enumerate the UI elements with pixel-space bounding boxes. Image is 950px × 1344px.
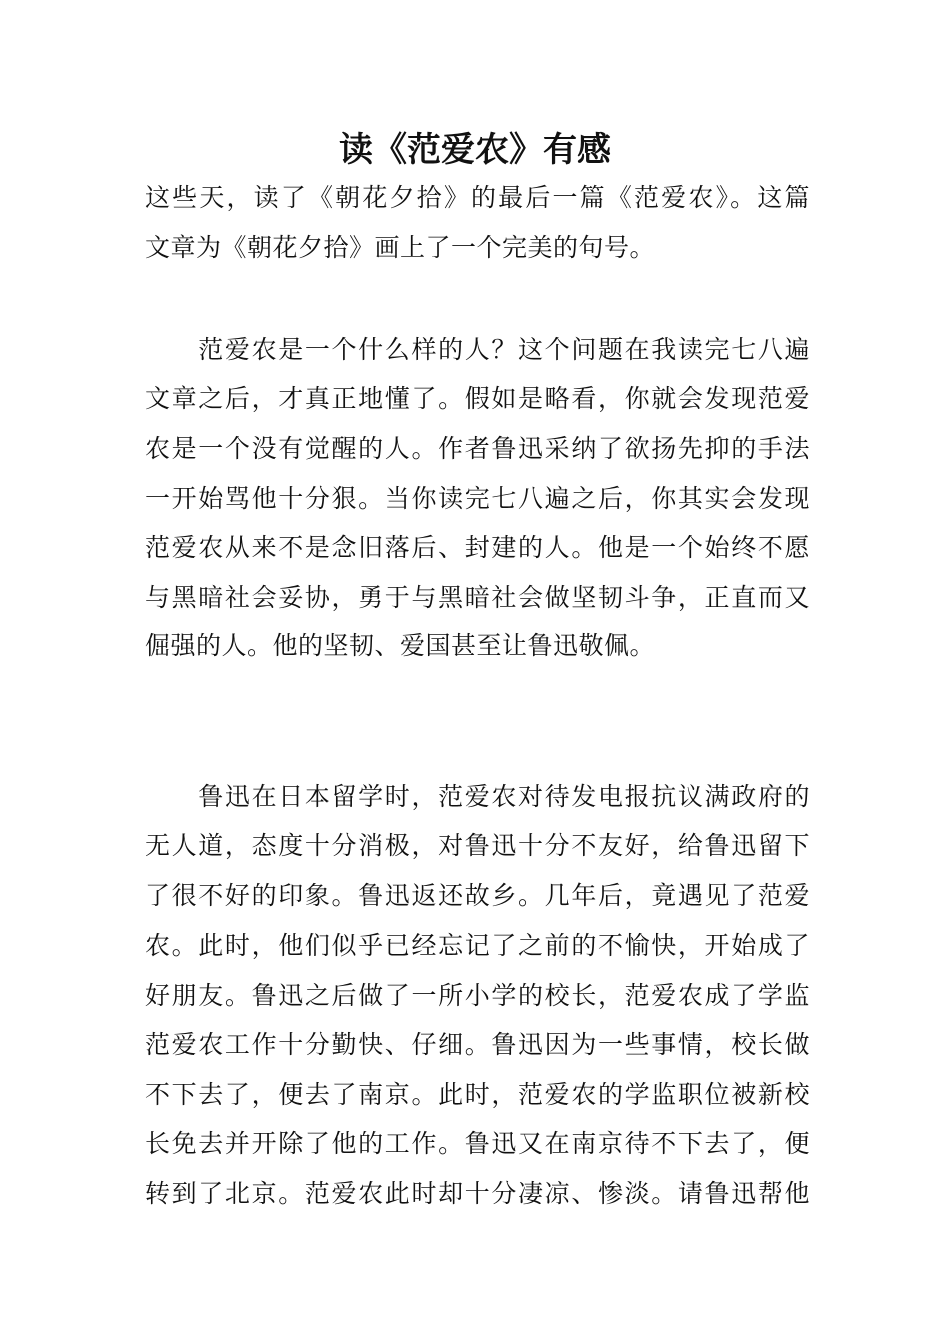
paragraph-2-line-6: 与黑暗社会妥协，勇于与黑暗社会做坚韧斗争，正直而又: [145, 583, 810, 612]
paragraph-3-line-3: 了很不好的印象。鲁迅返还故乡。几年后，竟遇见了范爱: [145, 881, 810, 910]
paragraph-2-line-1: 范爱农是一个什么样的人？这个问题在我读完七八遍: [145, 335, 810, 364]
paragraph-1-line-1: 这些天，读了《朝花夕拾》的最后一篇《范爱农》。这篇: [145, 183, 810, 212]
paragraph-2-line-7: 倔强的人。他的坚韧、爱国甚至让鲁迅敬佩。: [145, 631, 656, 660]
paragraph-3-line-4: 农。此时，他们似乎已经忘记了之前的不愉快，开始成了: [145, 931, 810, 960]
paragraph-3-line-2: 无人道，态度十分消极，对鲁迅十分不友好，给鲁迅留下: [145, 831, 810, 860]
paragraph-3-line-8: 长免去并开除了他的工作。鲁迅又在南京待不下去了，便: [145, 1129, 810, 1158]
paragraph-3-line-1: 鲁迅在日本留学时，范爱农对待发电报抗议满政府的: [145, 782, 810, 811]
paragraph-3-line-5: 好朋友。鲁迅之后做了一所小学的校长，范爱农成了学监: [145, 981, 810, 1010]
paragraph-1-line-2: 文章为《朝花夕拾》画上了一个完美的句号。: [145, 233, 656, 262]
paragraph-2-line-5: 范爱农从来不是念旧落后、封建的人。他是一个始终不愿: [145, 533, 810, 562]
paragraph-3-line-9: 转到了北京。范爱农此时却十分凄凉、惨淡。请鲁迅帮他: [145, 1179, 810, 1208]
paragraph-2-line-2: 文章之后，才真正地懂了。假如是略看，你就会发现范爱: [145, 384, 810, 413]
paragraph-3-line-6: 范爱农工作十分勤快、仔细。鲁迅因为一些事情，校长做: [145, 1030, 810, 1059]
paragraph-2-line-4: 一开始骂他十分狠。当你读完七八遍之后，你其实会发现: [145, 484, 810, 513]
paragraph-2-line-3: 农是一个没有觉醒的人。作者鲁迅采纳了欲扬先抑的手法: [145, 434, 810, 463]
paragraph-3-line-7: 不下去了，便去了南京。此时，范爱农的学监职位被新校: [145, 1080, 810, 1109]
document-title: 读《范爱农》有感: [339, 130, 611, 170]
